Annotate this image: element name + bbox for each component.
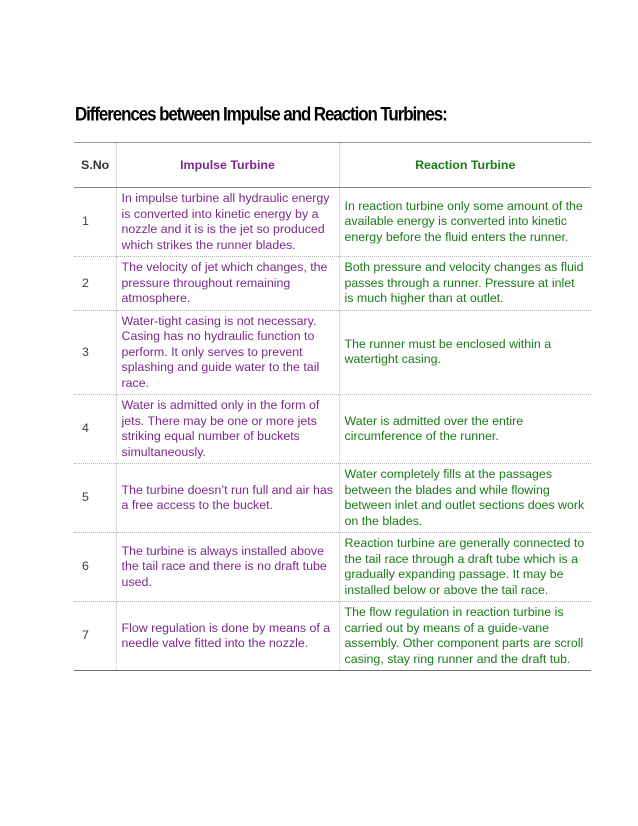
cell-impulse: Flow regulation is done by means of a needle valve fitted into the nozzle. <box>116 602 339 671</box>
cell-reaction: Water is admitted over the entire circumference of the runner. <box>339 395 591 464</box>
header-sno: S.No <box>81 158 110 173</box>
page-title: Differences between Impulse and Reaction Turbines: <box>75 103 447 125</box>
cell-impulse: Water is admitted only in the form of jets. There may be one or more jets striking equal number of buckets simultaneously. <box>116 395 339 464</box>
header-impulse: Impulse Turbine <box>116 143 339 188</box>
cell-impulse: The turbine is always installed above the tail race and there is no draft tube used. <box>116 533 339 602</box>
cell-impulse: The turbine doesn’t run full and air has a free access to the bucket. <box>116 464 339 533</box>
cell-sno: 1 <box>82 214 89 229</box>
cell-sno: 5 <box>82 490 89 505</box>
cell-reaction: The runner must be enclosed within a watertight casing. <box>339 310 591 395</box>
header-reaction: Reaction Turbine <box>339 143 591 188</box>
cell-sno: 2 <box>82 275 89 290</box>
cell-sno: 7 <box>82 628 89 643</box>
table-row <box>74 533 591 602</box>
cell-reaction: Water completely fills at the passages between the blades and while flowing between inlet and outlet sections does work on the blades. <box>339 464 591 533</box>
table-row <box>74 464 591 533</box>
table-row <box>74 310 591 395</box>
table-row <box>74 188 591 257</box>
cell-sno: 4 <box>82 421 89 436</box>
table-row <box>74 395 591 464</box>
cell-reaction: Both pressure and velocity changes as fluid passes through a runner. Pressure at inlet is much higher than at outlet. <box>339 257 591 311</box>
cell-reaction: In reaction turbine only some amount of the available energy is converted into kinetic energy before the fluid enters the runner. <box>339 188 591 257</box>
cell-reaction: The flow regulation in reaction turbine is carried out by means of a guide-vane assembly. Other component parts are scroll casing, stay ring runner and the draft tub. <box>339 602 591 671</box>
comparison-table <box>74 143 591 670</box>
cell-sno: 3 <box>82 344 89 359</box>
cell-impulse: The velocity of jet which changes, the pressure throughout remaining atmosphere. <box>116 257 339 311</box>
cell-impulse: In impulse turbine all hydraulic energy is converted into kinetic energy by a nozzle and it is is the jet so produced which strikes the runner blades. <box>116 188 339 257</box>
table-header-row <box>74 143 591 188</box>
cell-impulse: Water-tight casing is not necessary. Casing has no hydraulic function to perform. It only serves to prevent splashing and guide water to the tail race. <box>116 310 339 395</box>
cell-reaction: Reaction turbine are generally connected to the tail race through a draft tube which is a gradually expanding passage. It may be installed below or above the tail race. <box>339 533 591 602</box>
table-row <box>74 257 591 311</box>
cell-sno: 6 <box>82 559 89 574</box>
comparison-table-container <box>74 142 591 671</box>
table-row <box>74 602 591 671</box>
